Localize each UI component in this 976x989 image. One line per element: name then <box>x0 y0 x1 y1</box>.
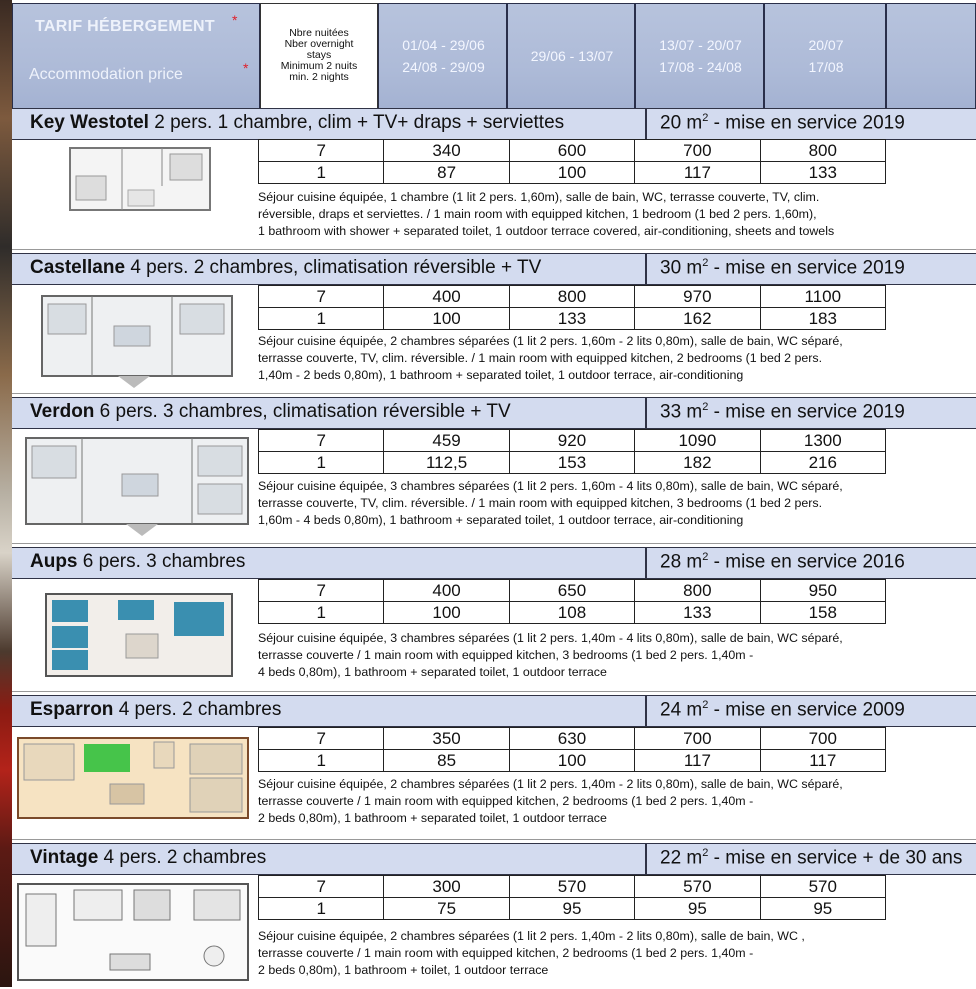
table-cell: 459 <box>384 430 509 452</box>
description-line: terrasse couverte / 1 main room with equipped kitchen, 2 bedrooms (1 bed 2 pers. 1,40m - <box>258 794 754 808</box>
table-cell: 1 <box>259 308 384 330</box>
price-table <box>258 875 886 920</box>
period-header-4 <box>764 3 886 109</box>
price-table <box>258 285 886 330</box>
table-cell: 1 <box>259 162 384 184</box>
table-cell: 95 <box>509 898 634 920</box>
table-cell: 117 <box>635 750 760 772</box>
period-header-1 <box>378 3 507 109</box>
table-cell: 1 <box>259 898 384 920</box>
table-cell: 650 <box>509 580 634 602</box>
accommodation-name: Castellane <box>30 257 126 278</box>
table-cell: 600 <box>509 140 634 162</box>
service-date: - mise en service 2016 <box>708 551 905 573</box>
area-sup: 2 <box>702 112 709 124</box>
price-table <box>258 579 886 624</box>
period-label: 29/06 - 13/07 <box>530 48 614 64</box>
table-cell: 95 <box>635 898 760 920</box>
period-label: 01/04 - 29/06 <box>402 37 485 53</box>
accommodation-name: Vintage <box>30 847 99 868</box>
section-title <box>30 257 541 279</box>
area-service <box>660 847 962 869</box>
description-line: 1,60m - 4 beds 0,80m), 1 bathroom + separated toilet, 1 outdoor terrace, air-conditioning <box>258 513 744 527</box>
table-cell: 112,5 <box>384 452 509 474</box>
description-line: Séjour cuisine équipée, 1 chambre (1 lit 2 pers. 1,60m), salle de bain, WC, terrasse couverte, TV, clim. <box>258 190 820 204</box>
area-sup: 2 <box>702 847 709 859</box>
table-cell: 7 <box>259 876 384 898</box>
row-separator <box>12 839 976 840</box>
description-line: 2 beds 0,80m), 1 bathroom + separated toilet, 1 outdoor terrace <box>258 811 607 825</box>
section-title <box>30 112 564 134</box>
description-line: 1 bathroom with shower + separated toilet, 1 outdoor terrace covered, air-conditioning, sheets and towels <box>258 224 835 238</box>
description-line: Séjour cuisine équipée, 2 chambres séparées (1 lit 2 pers. 1,60m - 2 lits 0,80m), salle de bain, WC séparé, <box>258 334 843 348</box>
table-cell: 153 <box>509 452 634 474</box>
table-cell: 117 <box>760 750 885 772</box>
table-cell: 133 <box>509 308 634 330</box>
section-title-band <box>12 547 976 579</box>
area-service <box>660 551 905 573</box>
table-row <box>259 750 886 772</box>
period-label: 17/08 <box>808 59 844 75</box>
table-cell: 920 <box>509 430 634 452</box>
table-cell: 1 <box>259 602 384 624</box>
tarif-star: * <box>232 12 238 28</box>
accommodation-details: 6 pers. 3 chambres <box>77 551 246 572</box>
row-separator <box>12 691 976 692</box>
description-line: Séjour cuisine équipée, 3 chambres séparées (1 lit 2 pers. 1,60m - 4 lits 0,80m), salle de bain, WC séparé, <box>258 479 843 493</box>
table-cell: 7 <box>259 430 384 452</box>
period-header-2 <box>507 3 635 109</box>
area: 22 m <box>660 847 703 869</box>
period-label: 13/07 - 20/07 <box>659 37 742 53</box>
table-row <box>259 728 886 750</box>
table-cell: 950 <box>760 580 885 602</box>
table-cell: 1090 <box>635 430 760 452</box>
table-cell: 158 <box>760 602 885 624</box>
table-row <box>259 162 886 184</box>
description-line: terrasse couverte / 1 main room with equipped kitchen, 3 bedrooms (1 bed 2 pers. 1,40m - <box>258 648 754 662</box>
area: 30 m <box>660 257 703 279</box>
floor-plan-image <box>14 734 252 822</box>
area-service <box>660 699 905 721</box>
table-cell: 162 <box>635 308 760 330</box>
description-line: Séjour cuisine équipée, 2 chambres séparées (1 lit 2 pers. 1,40m - 2 lits 0,80m), salle de bain, WC , <box>258 929 805 943</box>
table-cell: 400 <box>384 580 509 602</box>
table-cell: 75 <box>384 898 509 920</box>
section-title-band <box>12 397 976 429</box>
table-cell: 1300 <box>760 430 885 452</box>
description <box>258 776 976 827</box>
period-label: 20/07 <box>808 37 844 53</box>
table-cell: 700 <box>635 140 760 162</box>
description <box>258 333 976 384</box>
nights-line: Minimum 2 nuits <box>280 60 358 72</box>
table-row <box>259 602 886 624</box>
divider <box>645 254 647 284</box>
table-cell: 570 <box>635 876 760 898</box>
table-row <box>259 898 886 920</box>
divider <box>645 109 647 139</box>
table-cell: 108 <box>509 602 634 624</box>
divider <box>645 844 647 874</box>
description-line: réversible, draps et serviettes. / 1 main room with equipped kitchen, 1 bedroom (1 bed 2 pers. 1,60m), <box>258 207 817 221</box>
section-title-band <box>12 843 976 875</box>
description <box>258 478 976 529</box>
description <box>258 928 976 979</box>
table-cell: 800 <box>635 580 760 602</box>
table-row <box>259 430 886 452</box>
row-separator <box>12 543 976 544</box>
description <box>258 189 976 240</box>
accommodation-name: Aups <box>30 551 78 572</box>
service-date: - mise en service 2019 <box>708 257 905 279</box>
table-cell: 970 <box>635 286 760 308</box>
table-cell: 95 <box>760 898 885 920</box>
table-cell: 133 <box>760 162 885 184</box>
table-cell: 700 <box>635 728 760 750</box>
table-cell: 300 <box>384 876 509 898</box>
area-sup: 2 <box>702 401 709 413</box>
header-empty-cell <box>886 3 976 109</box>
floor-plan-image <box>22 434 252 538</box>
table-cell: 100 <box>384 602 509 624</box>
table-cell: 340 <box>384 140 509 162</box>
period-label: 17/08 - 24/08 <box>659 59 742 75</box>
accommodation-name: Verdon <box>30 401 95 422</box>
price-table <box>258 429 886 474</box>
nights-line: Nber overnight <box>284 38 354 50</box>
table-cell: 1 <box>259 452 384 474</box>
accommodation-star: * <box>243 60 249 76</box>
description-line: terrasse couverte, TV, clim. réversible. / 1 main room with equipped kitchen, 3 bedrooms (1 bed 2 pers. <box>258 496 823 510</box>
accommodation-details: 6 pers. 3 chambres, climatisation réversible + TV <box>94 401 511 422</box>
area-service <box>660 112 905 134</box>
accommodation-details: 2 pers. 1 chambre, clim + TV+ draps + serviettes <box>148 112 565 133</box>
section-title <box>30 551 245 573</box>
service-date: - mise en service 2019 <box>708 401 905 423</box>
table-row <box>259 452 886 474</box>
area: 24 m <box>660 699 703 721</box>
table-row <box>259 286 886 308</box>
table-cell: 133 <box>635 602 760 624</box>
table-cell: 183 <box>760 308 885 330</box>
price-table <box>258 139 886 184</box>
table-cell: 7 <box>259 140 384 162</box>
period-header-3 <box>635 3 764 109</box>
service-date: - mise en service 2009 <box>708 699 905 721</box>
period-label: 24/08 - 29/09 <box>402 59 485 75</box>
table-cell: 182 <box>635 452 760 474</box>
section-title-band <box>12 253 976 285</box>
nights-line: min. 2 nights <box>289 71 349 83</box>
accommodation-name: Esparron <box>30 699 114 720</box>
description-line: 2 beds 0,80m), 1 bathroom + toilet, 1 outdoor terrace <box>258 963 549 977</box>
table-cell: 1 <box>259 750 384 772</box>
table-cell: 7 <box>259 286 384 308</box>
description-line: 4 beds 0,80m), 1 bathroom + separated toilet, 1 outdoor terrace <box>258 665 607 679</box>
section-title-band <box>12 108 976 140</box>
section-title-band <box>12 695 976 727</box>
tarif-title: TARIF HÉBERGEMENT <box>35 18 215 35</box>
row-separator <box>12 249 976 250</box>
table-cell: 800 <box>760 140 885 162</box>
price-table <box>258 727 886 772</box>
floor-plan-image <box>22 586 252 684</box>
nights-line: stays <box>306 49 332 61</box>
accommodation-title: Accommodation price <box>29 66 183 83</box>
section-title <box>30 847 266 869</box>
area-sup: 2 <box>702 257 709 269</box>
area-service <box>660 401 905 423</box>
area-service <box>660 257 905 279</box>
service-date: - mise en service 2019 <box>708 112 905 134</box>
table-cell: 7 <box>259 728 384 750</box>
accommodation-name: Key Westotel <box>30 112 149 133</box>
table-cell: 85 <box>384 750 509 772</box>
description <box>258 630 976 681</box>
table-cell: 570 <box>509 876 634 898</box>
description-line: terrasse couverte / 1 main room with equipped kitchen, 2 bedrooms (1 bed 2 pers. 1,40m - <box>258 946 754 960</box>
table-cell: 100 <box>509 750 634 772</box>
table-row <box>259 876 886 898</box>
table-cell: 350 <box>384 728 509 750</box>
service-date: - mise en service + de 30 ans <box>708 847 963 869</box>
description-line: Séjour cuisine équipée, 3 chambres séparées (1 lit 2 pers. 1,40m - 4 lits 0,80m), salle de bain, WC séparé, <box>258 631 843 645</box>
table-row <box>259 308 886 330</box>
accommodation-details: 4 pers. 2 chambres <box>98 847 267 868</box>
nights-line: Nbre nuitées <box>289 27 349 39</box>
section-title <box>30 401 511 423</box>
table-cell: 570 <box>760 876 885 898</box>
table-cell: 630 <box>509 728 634 750</box>
left-photo-edge <box>0 0 12 987</box>
area: 33 m <box>660 401 703 423</box>
row-separator <box>12 393 976 394</box>
area-sup: 2 <box>702 699 709 711</box>
floor-plan-image <box>22 290 252 390</box>
floor-plan-image <box>14 880 252 984</box>
description-line: terrasse couverte, TV, clim. réversible. / 1 main room with equipped kitchen, 2 bedrooms (1 bed 2 pers. <box>258 351 823 365</box>
area: 20 m <box>660 112 703 134</box>
area: 28 m <box>660 551 703 573</box>
nights-header <box>260 3 378 109</box>
divider <box>645 398 647 428</box>
area-sup: 2 <box>702 551 709 563</box>
table-cell: 7 <box>259 580 384 602</box>
table-cell: 216 <box>760 452 885 474</box>
header-accommodation-cell <box>12 3 260 109</box>
divider <box>645 548 647 578</box>
divider <box>645 696 647 726</box>
table-cell: 117 <box>635 162 760 184</box>
table-cell: 800 <box>509 286 634 308</box>
table-cell: 1100 <box>760 286 885 308</box>
description-line: Séjour cuisine équipée, 2 chambres séparées (1 lit 2 pers. 1,40m - 2 lits 0,80m), salle de bain, WC séparé, <box>258 777 843 791</box>
description-line: 1,40m - 2 beds 0,80m), 1 bathroom + separated toilet, 1 outdoor terrace, air-conditioning <box>258 368 744 382</box>
section-title <box>30 699 281 721</box>
floor-plan-image <box>22 146 252 214</box>
table-cell: 100 <box>384 308 509 330</box>
table-cell: 100 <box>509 162 634 184</box>
table-cell: 700 <box>760 728 885 750</box>
table-row <box>259 140 886 162</box>
table-cell: 400 <box>384 286 509 308</box>
accommodation-details: 4 pers. 2 chambres, climatisation réversible + TV <box>125 257 542 278</box>
accommodation-details: 4 pers. 2 chambres <box>113 699 282 720</box>
table-row <box>259 580 886 602</box>
table-cell: 87 <box>384 162 509 184</box>
